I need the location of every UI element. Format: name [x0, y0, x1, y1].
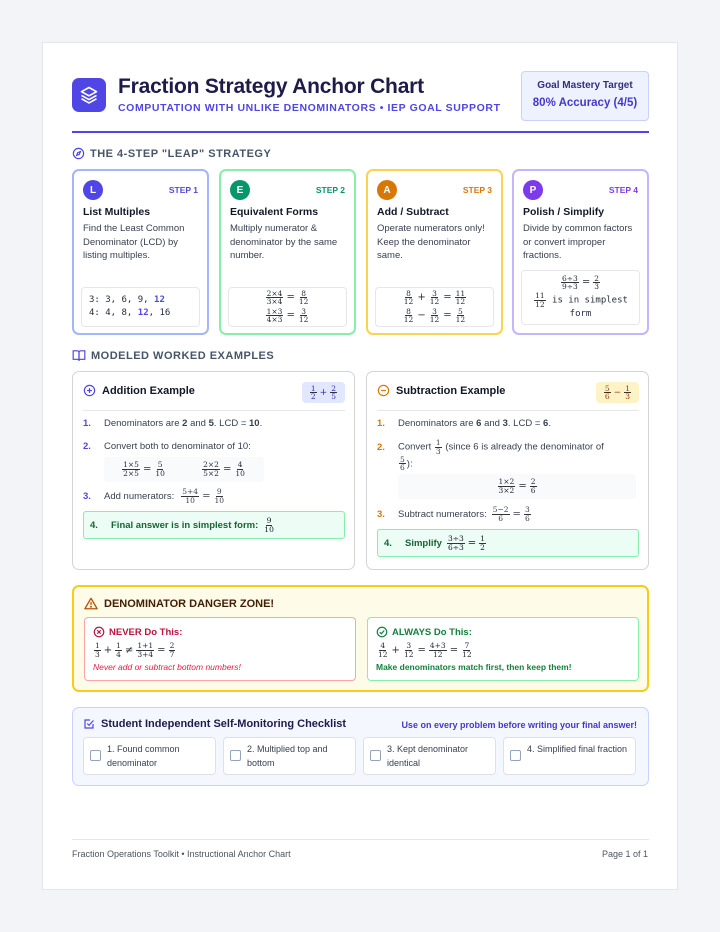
step-title: Add / Subtract	[377, 206, 449, 218]
footer-left: Fraction Operations Toolkit • Instructional Anchor Chart	[72, 849, 291, 859]
subtraction-title: Subtraction Example	[377, 384, 505, 397]
subtraction-problem-chip: $\frac{5}{6}$ − $\frac{1}{3}$	[596, 382, 639, 403]
checklist-item-2[interactable]	[223, 737, 356, 775]
step-title: Equivalent Forms	[230, 206, 319, 218]
addition-step-2: 2. Convert both to denominator of 10:	[83, 441, 251, 452]
step-badge: P	[523, 180, 543, 200]
checklist-item-label: 3. Kept denominator identical	[387, 744, 469, 768]
x-circle-icon	[93, 626, 105, 638]
add-subtract-box: $\frac{8}{12}$ + $\frac{3}{12}$ = $\frac{11}{12}$ $\frac{8}{12}$ − $\frac{3}{12}$ = $\frac{5}{12}$	[375, 287, 494, 327]
checklist-item-label: 2. Multiplied top and bottom	[247, 744, 328, 768]
subtraction-step-2: 2. Convert $\frac{1}{3}$ (since 6 is already the denominator of $\frac{5}{6}$ ):	[377, 438, 604, 473]
addition-convert-box: $\frac{1\times 5}{2\times 5}$ = $\frac{5}{10}$ $\frac{2\times 2}{5\times 2}$ = $\frac{4}{10}$	[104, 457, 264, 482]
never-card	[84, 617, 356, 681]
layers-icon	[72, 78, 106, 112]
addition-final-answer: 4. Final answer is in simplest form: $\frac{9}{10}$	[83, 511, 345, 539]
subtraction-final-answer: 4. Simplify $\frac{3\div 3}{6\div 3}$ = $\frac{1}{2}$	[377, 529, 639, 557]
step-badge: L	[83, 180, 103, 200]
checklist-item-1[interactable]	[83, 737, 216, 775]
subtraction-example-card	[366, 371, 649, 570]
checkbox[interactable]	[510, 750, 521, 761]
addition-title: Addition Example	[83, 384, 195, 397]
plus-circle-icon	[83, 384, 96, 397]
never-title: NEVER Do This:	[93, 626, 182, 638]
subtraction-step-1: 1. Denominators are 6 and 3. LCD = 6.	[377, 418, 551, 429]
divider	[377, 410, 639, 411]
footer-divider	[72, 839, 649, 840]
addition-step-3: 3. Add numerators: $\frac{5+4}{10}$ = $\frac{9}{10}$	[83, 487, 224, 505]
page-title: Fraction Strategy Anchor Chart	[118, 75, 424, 98]
strategy-heading	[72, 147, 271, 160]
step-badge: A	[377, 180, 397, 200]
checkbox-icon	[83, 718, 95, 730]
always-note: Make denominators match first, then keep them!	[376, 662, 572, 672]
self-monitoring-checklist	[72, 707, 649, 786]
checklist-item-label: 1. Found common denominator	[107, 744, 180, 768]
multiples-list-3: 3: 3, 6, 9, 12	[89, 295, 165, 305]
page-subtitle: COMPUTATION WITH UNLIKE DENOMINATORS • IEP GOAL SUPPORT	[118, 102, 501, 114]
subtraction-step-3: 3. Subtract numerators: $\frac{5-2}{6}$ = $\frac{3}{6}$	[377, 505, 530, 523]
addition-step-1: 1. Denominators are 2 and 5. LCD = 10.	[83, 418, 263, 429]
page-number: Page 1 of 1	[601, 849, 648, 859]
page	[42, 42, 678, 890]
checkbox[interactable]	[370, 750, 381, 761]
header-divider	[72, 131, 649, 133]
step-card-1	[72, 169, 209, 335]
always-card	[367, 617, 639, 681]
simplify-box: $\frac{6\div 3}{9\div 3}$ = $\frac{2}{3}$ $\frac{11}{12}$ is in simplest form	[521, 270, 640, 325]
step-description: Divide by common factors or convert improper fractions.	[523, 223, 633, 261]
strategy-heading-text: THE 4-STEP "LEAP" STRATEGY	[90, 147, 272, 160]
goal-label: Goal Mastery Target	[537, 80, 633, 91]
checklist-item-label: 4. Simplified final fraction	[527, 744, 628, 754]
multiples-list-4: 4: 4, 8, 12, 16	[89, 308, 171, 318]
step-card-2	[219, 169, 356, 335]
checklist-note: Use on every problem before writing your final answer!	[401, 720, 637, 730]
always-formula: $\frac{4}{12}$ + $\frac{3}{12}$ = $\frac{4+3}{12}$ = $\frac{7}{12}$	[378, 641, 472, 659]
simplest-form-text: is in simplest form	[552, 295, 628, 319]
never-note: Never add or subtract bottom numbers!	[93, 662, 241, 672]
compass-icon	[72, 147, 85, 160]
addition-example-card	[72, 371, 355, 570]
step-badge: E	[230, 180, 250, 200]
goal-value: 80% Accuracy (4/5)	[532, 97, 638, 109]
step-description: Multiply numerator & denominator by the same number.	[230, 223, 338, 261]
checklist-item-4[interactable]	[503, 737, 636, 775]
book-open-icon	[72, 349, 86, 362]
danger-zone	[72, 585, 649, 692]
step-card-3	[366, 169, 503, 335]
checklist-item-3[interactable]	[363, 737, 496, 775]
step-number: STEP 1	[168, 185, 198, 195]
check-circle-icon	[376, 626, 388, 638]
warning-triangle-icon	[84, 597, 98, 610]
examples-heading-text: MODELED WORKED EXAMPLES	[91, 349, 275, 362]
step-card-4	[512, 169, 649, 335]
step-description: Find the Least Common Denominator (LCD) by listing multiples.	[83, 223, 185, 261]
step-title: List Multiples	[83, 206, 151, 218]
danger-zone-title: DENOMINATOR DANGER ZONE!	[84, 597, 274, 610]
checklist-title: Student Independent Self-Monitoring Checklist	[83, 718, 346, 730]
examples-heading	[72, 349, 274, 362]
always-title: ALWAYS Do This:	[376, 626, 472, 638]
subtraction-convert-box: $\frac{1\times 2}{3\times 2}$ = $\frac{2}{6}$	[398, 474, 636, 499]
goal-box	[521, 71, 649, 121]
addition-problem-chip: $\frac{1}{2}$ + $\frac{2}{5}$	[302, 382, 345, 403]
checkbox[interactable]	[230, 750, 241, 761]
step-number: STEP 4	[608, 185, 638, 195]
step-number: STEP 3	[462, 185, 492, 195]
never-formula: $\frac{1}{3}$ + $\frac{1}{4}$ ≠ $\frac{1+1}{3+4}$ = $\frac{2}{7}$	[95, 641, 175, 659]
multiples-box	[81, 287, 200, 327]
step-description: Operate numerators only! Keep the denominator same.	[377, 223, 485, 261]
step-title: Polish / Simplify	[523, 206, 605, 218]
step-number: STEP 2	[315, 185, 345, 195]
equivalent-forms-box: $\frac{2\times 4}{3\times 4}$ = $\frac{8}{12}$ $\frac{1\times 3}{4\times 3}$ = $\frac{3}{12}$	[228, 287, 347, 327]
checkbox[interactable]	[90, 750, 101, 761]
minus-circle-icon	[377, 384, 390, 397]
divider	[83, 410, 345, 411]
